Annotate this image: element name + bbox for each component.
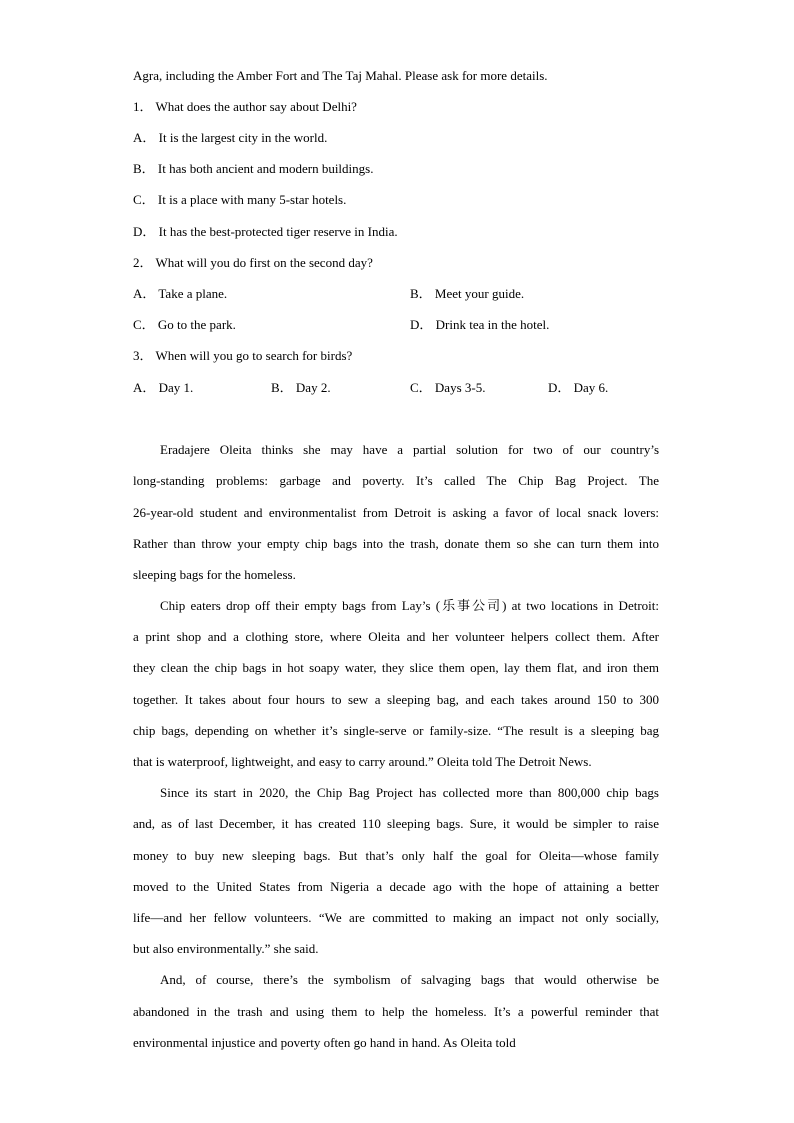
question-3-option-d: D． Day 6. — [548, 380, 609, 395]
question-2-option-a: A． Take a plane. — [133, 286, 228, 301]
question-3-option-c: C． Days 3-5. — [410, 380, 486, 395]
intro-tail-text: Agra, including the Amber Fort and The Taj Mahal. Please ask for more details. — [133, 68, 548, 83]
passage-line: they clean the chip bags in hot soapy water, they slice them open, lay them flat, and iron them — [133, 660, 659, 675]
passage-line: life—and her fellow volunteers. “We are committed to making an impact not only socially, — [133, 910, 659, 925]
passage-line: Eradajere Oleita thinks she may have a partial solution for two of our country’s — [160, 442, 659, 457]
question-3-option-a: A． Day 1. — [133, 380, 194, 395]
question-1-option-b: B． It has both ancient and modern buildings. — [133, 161, 374, 176]
passage-line: 26-year-old student and environmentalist from Detroit is asking a favor of local snack lovers: — [133, 505, 659, 520]
question-2-option-c: C． Go to the park. — [133, 317, 236, 332]
question-1-stem: 1． What does the author say about Delhi? — [133, 99, 357, 114]
passage-line: and, as of last December, it has created 110 sleeping bags. Sure, it would be simpler to raise — [133, 816, 659, 831]
passage-line: but also environmentally.” she said. — [133, 941, 319, 956]
passage-line: long-standing problems: garbage and poverty. It’s called The Chip Bag Project. The — [133, 473, 659, 488]
passage-line: money to buy new sleeping bags. But that’s only half the goal for Oleita—whose family — [133, 848, 659, 863]
passage-line: abandoned in the trash and using them to help the homeless. It’s a powerful reminder that — [133, 1004, 659, 1019]
question-3-stem: 3． When will you go to search for birds? — [133, 348, 353, 363]
passage-line: sleeping bags for the homeless. — [133, 567, 296, 582]
question-3-option-b: B． Day 2. — [271, 380, 331, 395]
question-2-option-d: D． Drink tea in the hotel. — [410, 317, 550, 332]
passage-line: that is waterproof, lightweight, and easy to carry around.” Oleita told The Detroit News. — [133, 754, 592, 769]
passage-line: chip bags, depending on whether it’s single-serve or family-size. “The result is a sleeping bag — [133, 723, 659, 738]
passage-line: moved to the United States from Nigeria a decade ago with the hope of attaining a better — [133, 879, 659, 894]
question-2-option-b: B． Meet your guide. — [410, 286, 525, 301]
passage-line: a print shop and a clothing store, where Oleita and her volunteer helpers collect them. After — [133, 629, 659, 644]
question-1-option-d: D． It has the best-protected tiger reserve in India. — [133, 224, 398, 239]
passage-line: together. It takes about four hours to sew a sleeping bag, and each takes around 150 to 300 — [133, 692, 659, 707]
passage-line: And, of course, there’s the symbolism of salvaging bags that would otherwise be — [160, 972, 659, 987]
question-1-option-a: A． It is the largest city in the world. — [133, 130, 328, 145]
passage-line: Chip eaters drop off their empty bags from Lay’s (乐事公司) at two locations in Detroit: — [160, 598, 659, 613]
passage-line: Rather than throw your empty chip bags into the trash, donate them so she can turn them into — [133, 536, 659, 551]
passage-line: environmental injustice and poverty often go hand in hand. As Oleita told — [133, 1035, 516, 1050]
passage-line: Since its start in 2020, the Chip Bag Project has collected more than 800,000 chip bags — [160, 785, 659, 800]
question-2-stem: 2． What will you do first on the second day? — [133, 255, 373, 270]
question-1-option-c: C． It is a place with many 5-star hotels. — [133, 192, 347, 207]
